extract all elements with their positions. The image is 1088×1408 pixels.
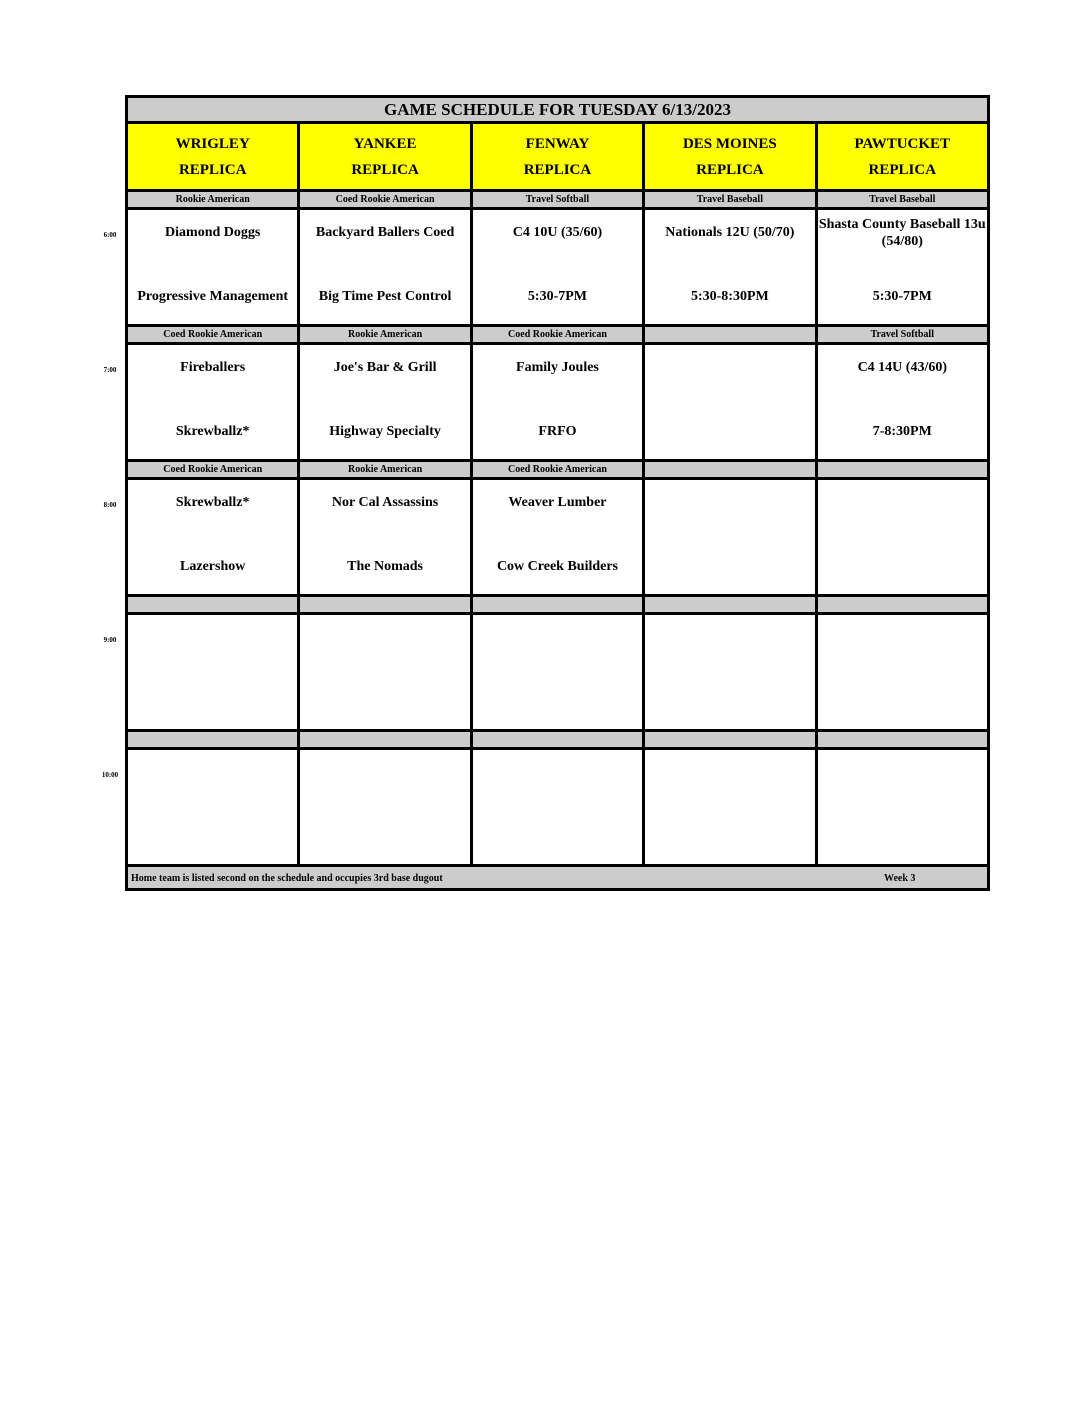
division-row xyxy=(127,731,989,749)
division-row xyxy=(127,461,989,479)
division-label: Rookie American xyxy=(299,461,471,479)
division-label xyxy=(644,326,816,344)
team-home: 7-8:30PM xyxy=(872,424,932,439)
team-away: C4 10U (35/60) xyxy=(512,225,603,240)
game-cell xyxy=(644,614,816,731)
division-label: Coed Rookie American xyxy=(471,461,643,479)
game-cell xyxy=(299,614,471,731)
field-header-des-moines xyxy=(644,123,816,191)
field-name: PAWTUCKET xyxy=(854,135,951,152)
team-away: Backyard Ballers Coed xyxy=(315,225,455,240)
field-name: YANKEE xyxy=(353,135,417,152)
field-sub: REPLICA xyxy=(696,161,764,178)
team-away: Nor Cal Assassins xyxy=(331,495,439,510)
game-row xyxy=(127,209,989,326)
game-cell xyxy=(816,209,988,326)
team-away: Weaver Lumber xyxy=(508,495,607,510)
time-label-7-00: 7:00 xyxy=(103,366,117,374)
team-home: Cow Creek Builders xyxy=(496,559,619,574)
division-label: Coed Rookie American xyxy=(299,191,471,209)
team-away: Family Joules xyxy=(516,360,599,375)
game-cell xyxy=(816,749,988,866)
team-home: 5:30-7PM xyxy=(872,289,932,304)
game-cell xyxy=(127,614,299,731)
game-cell xyxy=(644,749,816,866)
division-label xyxy=(816,596,988,614)
game-row xyxy=(127,344,989,461)
home-team-note: Home team is listed second on the schedule and occupies 3rd base dugout xyxy=(131,873,443,884)
title-row xyxy=(127,97,989,123)
field-sub: REPLICA xyxy=(868,161,937,178)
division-label: Rookie American xyxy=(299,326,471,344)
footer-row xyxy=(127,866,989,890)
game-cell xyxy=(471,344,643,461)
game-cell xyxy=(299,344,471,461)
division-label: Coed Rookie American xyxy=(127,461,299,479)
division-label: Travel Softball xyxy=(471,191,643,209)
game-schedule-table xyxy=(125,95,990,891)
time-label-6-00: 6:00 xyxy=(103,231,117,239)
game-row xyxy=(127,479,989,596)
division-label: Travel Baseball xyxy=(816,191,988,209)
team-home: 5:30-7PM xyxy=(527,289,588,304)
team-home: 5:30-8:30PM xyxy=(690,289,769,304)
division-label xyxy=(127,731,299,749)
game-row xyxy=(127,614,989,731)
division-label: Travel Baseball xyxy=(644,191,816,209)
division-label xyxy=(816,461,988,479)
division-label: Rookie American xyxy=(127,191,299,209)
field-sub: REPLICA xyxy=(351,161,419,178)
division-row xyxy=(127,191,989,209)
team-away: Skrewballz* xyxy=(175,495,250,510)
field-name: WRIGLEY xyxy=(175,135,250,152)
schedule-title: GAME SCHEDULE FOR TUESDAY 6/13/2023 xyxy=(127,97,989,123)
game-cell xyxy=(816,344,988,461)
game-cell xyxy=(299,479,471,596)
division-label xyxy=(644,731,816,749)
division-label xyxy=(127,596,299,614)
field-header-pawtucket xyxy=(816,123,988,191)
game-cell xyxy=(471,614,643,731)
game-cell xyxy=(816,479,988,596)
team-home: FRFO xyxy=(538,424,577,439)
game-row xyxy=(127,749,989,866)
division-label xyxy=(471,731,643,749)
game-cell xyxy=(127,749,299,866)
team-home: Progressive Management xyxy=(137,289,289,304)
week-label: Week 3 xyxy=(884,873,916,884)
game-cell xyxy=(644,479,816,596)
division-label xyxy=(816,731,988,749)
game-cell xyxy=(644,344,816,461)
team-away: Shasta County Baseball 13u (54/80) xyxy=(818,217,986,249)
team-home: Lazershow xyxy=(180,559,246,574)
game-cell xyxy=(127,344,299,461)
division-label xyxy=(299,596,471,614)
schedule-footer xyxy=(127,866,989,890)
game-cell xyxy=(299,749,471,866)
team-home: Big Time Pest Control xyxy=(318,289,452,304)
game-cell xyxy=(127,479,299,596)
game-cell xyxy=(127,209,299,326)
game-cell xyxy=(299,209,471,326)
field-header-row xyxy=(127,123,989,191)
team-away: Fireballers xyxy=(180,360,246,375)
team-away: Diamond Doggs xyxy=(165,225,261,240)
time-label-8-00: 8:00 xyxy=(103,501,117,509)
time-label-9-00: 9:00 xyxy=(103,636,117,644)
division-label: Coed Rookie American xyxy=(127,326,299,344)
time-label-10-00: 10:00 xyxy=(101,771,119,779)
division-label: Travel Softball xyxy=(816,326,988,344)
team-away: C4 14U (43/60) xyxy=(857,360,947,375)
division-label xyxy=(299,731,471,749)
game-cell xyxy=(471,209,643,326)
field-name: FENWAY xyxy=(525,135,590,152)
game-cell xyxy=(471,479,643,596)
field-header-fenway xyxy=(471,123,643,191)
field-header-wrigley xyxy=(127,123,299,191)
field-name: DES MOINES xyxy=(682,135,777,152)
division-label xyxy=(471,596,643,614)
division-row xyxy=(127,596,989,614)
team-away: Joe's Bar & Grill xyxy=(333,360,437,375)
game-cell xyxy=(816,614,988,731)
division-label xyxy=(644,596,816,614)
division-label: Coed Rookie American xyxy=(471,326,643,344)
field-sub: REPLICA xyxy=(178,161,247,178)
division-row xyxy=(127,326,989,344)
game-cell xyxy=(644,209,816,326)
game-cell xyxy=(471,749,643,866)
division-label xyxy=(644,461,816,479)
team-home: Skrewballz* xyxy=(175,424,250,439)
team-home: Highway Specialty xyxy=(329,424,441,439)
team-away: Nationals 12U (50/70) xyxy=(665,225,795,240)
team-home: The Nomads xyxy=(347,559,424,574)
field-header-yankee xyxy=(299,123,471,191)
field-sub: REPLICA xyxy=(523,161,592,178)
